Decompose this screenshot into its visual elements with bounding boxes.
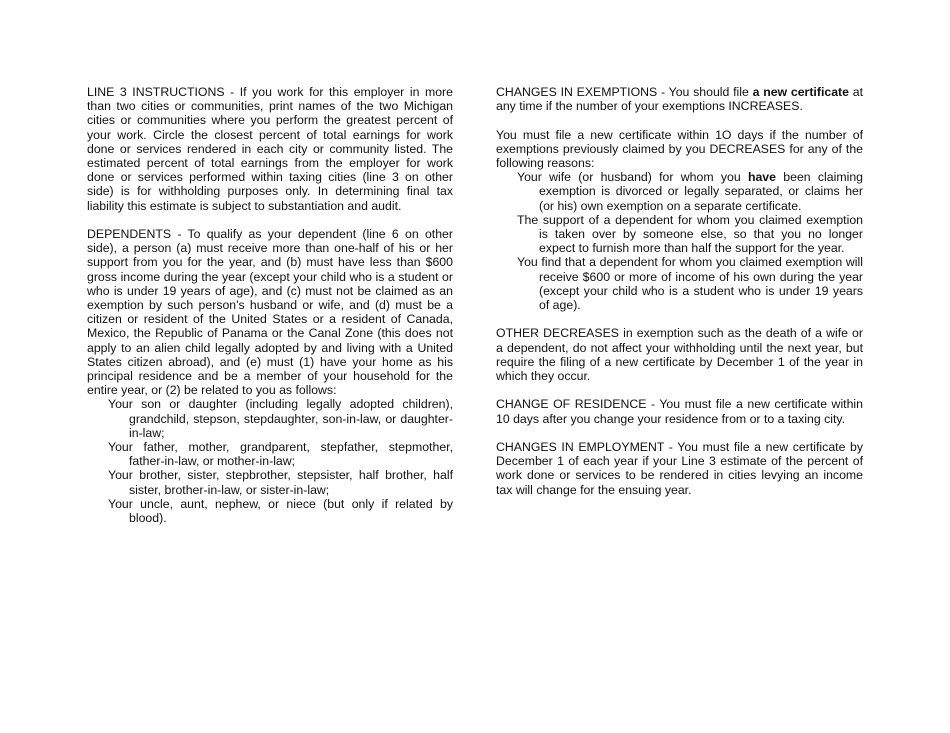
change-of-residence: CHANGE OF RESIDENCE - You must file a new certificate within 10 days after you change your residence from or to a taxing city. <box>496 397 863 426</box>
list-item: Your brother, sister, stepbrother, stepsister, half brother, half sister, brother-in-law, or sister-in-law; <box>108 468 453 497</box>
changes-in-exemptions: CHANGES IN EXEMPTIONS - You should file a new certificate at any time if the number of your exemptions INCREASES. <box>496 85 863 114</box>
changes-in-employment: CHANGES IN EMPLOYMENT - You must file a new certificate by December 1 of each year if your Line 3 estimate of the percent of work done or services to be rendered in cities levying an income tax will change for the ensuing year. <box>496 440 863 497</box>
decreases-intro: You must file a new certificate within 1O days if the number of exemptions previously claimed by you DECREASES for any of the following reasons: <box>496 127 863 170</box>
dependents-paragraph: DEPENDENTS - To qualify as your dependent (line 6 on other side), a person (a) must receive more than one-half of his or her support from you for the year, and (b) must have less than $600 gross income during the year (except your child who is a student or who is under 19 years of age), and (c) must not be claimed as an exemption by such person's husband or wife, and (d) must be a citizen or resident of the United States or a resident of Canada, Mexico, the Republic of Panama or the Canal Zone (this does not apply to an alien child legally adopted by and living with a United States citizen abroad), and (e) must (1) have your home as his principal residence and be a member of your household for the entire year, or (2) be related to you as follows: <box>87 227 453 398</box>
list-item: Your wife (or husband) for whom you have been claiming exemption is divorced or legally separated, or claims her (or his) own exemption on a separate certificate. <box>517 170 863 213</box>
list-item: Your uncle, aunt, nephew, or niece (but only if related by blood). <box>108 496 453 526</box>
relations-list <box>87 397 453 525</box>
list-item: The support of a dependent for whom you claimed exemption is taken over by someone else, so that you no longer expect to furnish more than half the support for the year. <box>517 212 863 256</box>
decrease-reasons-list <box>496 170 863 312</box>
list-item: Your son or daughter (including legally adopted children), grandchild, stepson, stepdaughter, son-in-law, or daughter-in-law; <box>108 397 453 440</box>
other-decreases: OTHER DECREASES in exemption such as the death of a wife or a dependent, do not affect your withholding until the next year, but require the filing of a new certificate by December 1 of the year in which they occur. <box>496 326 863 384</box>
list-item: Your father, mother, grandparent, stepfather, stepmother, father-in-law, or mother-in-law; <box>108 440 453 469</box>
list-item: You find that a dependent for whom you claimed exemption will receive $600 or more of income of his own during the year (except your child who is a student who is under 19 years of age). <box>517 255 863 313</box>
right-column <box>496 85 863 511</box>
line3-instructions: LINE 3 INSTRUCTIONS - If you work for this employer in more than two cities or communities, print names of the two Michigan cities or communities where you perform the greatest percent of your work. Circle the closest percent of total earnings for work done or services rendered in each city or community listed. The estimated percent of total earnings from the employer for work done or services performed within taxing cities (line 3 on other side) is for withholding purposes only. In determining final tax liability this estimate is subject to substantiation and audit. <box>87 85 453 213</box>
left-column <box>87 85 453 539</box>
